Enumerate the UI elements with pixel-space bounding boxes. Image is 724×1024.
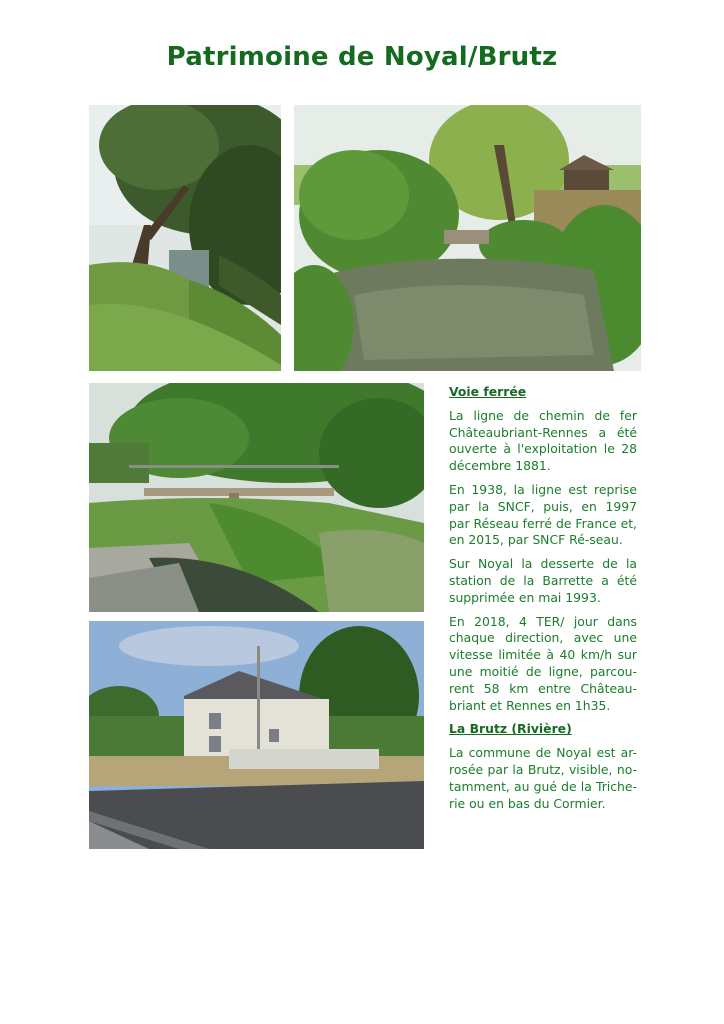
text-column xyxy=(449,384,637,819)
section-heading-river: La Brutz (Rivière) xyxy=(449,721,572,737)
photo-crossing-house xyxy=(89,621,424,849)
railway-paragraph-2: En 1938, la ligne est reprise par la SNCF, puis, en 1997 par Réseau ferré de France et, en 2015, par SNCF Ré-seau. xyxy=(449,481,637,548)
railway-paragraph-4: En 2018, 4 TER/ jour dans chaque direction, avec une vitesse limitée à 40 km/h sur une moitié de ligne, parcou-rent 58 km entre Château-briant et Rennes en 1h35. xyxy=(449,613,637,713)
railway-paragraph-1: La ligne de chemin de fer Châteaubriant-Rennes a été ouverte à l'exploitation le 28 décembre 1881. xyxy=(449,407,637,474)
river-paragraph-1: La commune de Noyal est ar-rosée par la Brutz, visible, no-tamment, au gué de la Triche-rie ou en bas du Cormier. xyxy=(449,745,637,811)
photo-pond xyxy=(294,105,641,371)
photo-footbridge xyxy=(89,383,424,612)
photo-tree-by-river xyxy=(89,105,281,371)
section-heading-railway: Voie ferrée xyxy=(449,384,527,399)
railway-paragraph-3: Sur Noyal la desserte de la station de la Barrette a été supprimée en mai 1993. xyxy=(449,556,637,605)
page-title: Patrimoine de Noyal/Brutz xyxy=(166,42,558,72)
